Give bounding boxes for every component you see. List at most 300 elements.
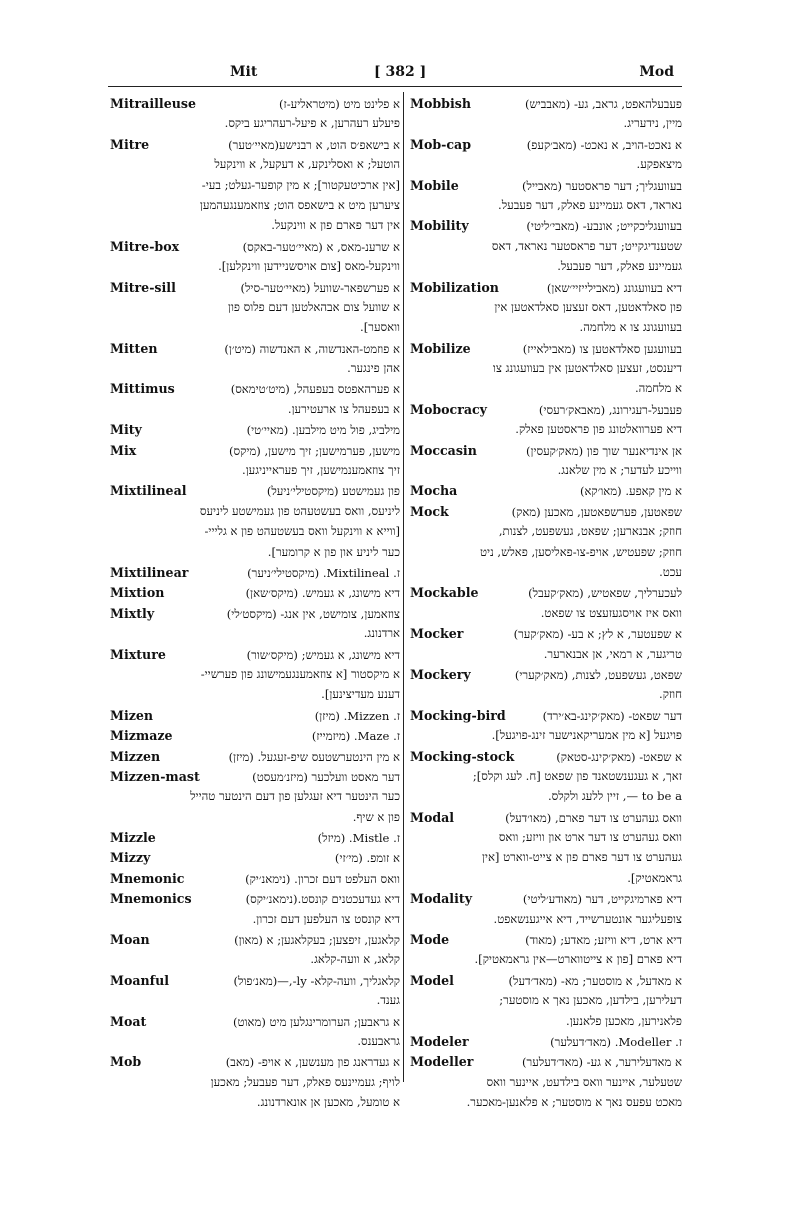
definition-text: שפאטען, פערשפאטען, מאכען (מאק) [511, 504, 682, 519]
entry-line [110, 769, 400, 789]
headword: Mittimus [110, 381, 175, 397]
headword: Mixtly [110, 605, 155, 621]
headword: Mocha [410, 483, 458, 499]
dictionary-entry [110, 137, 400, 239]
entry-line [410, 606, 682, 626]
entry-line [110, 973, 400, 993]
entry-line [410, 789, 682, 809]
headword: Modeler [410, 1033, 469, 1049]
definition-text: א מין קאפע. (מאו׳קא) [579, 484, 682, 499]
headword: Moat [110, 1013, 147, 1029]
headword: Mizzy [110, 850, 151, 866]
headword: Mobilize [410, 340, 471, 356]
definition-text: דער מאסט וועלכער (מיזנ׳מעסט) [252, 769, 400, 784]
entry-line [110, 504, 400, 524]
dictionary-entry [110, 280, 400, 341]
entry-line [110, 647, 400, 667]
header-left-guide-word: Mit [230, 64, 258, 80]
dictionary-entry [110, 769, 400, 830]
dictionary-entry [110, 239, 400, 280]
entry-line [410, 218, 682, 238]
definition-text: [אין ארכיטעקטור]; א מין קופער-געלט; בעי- [201, 177, 400, 192]
definition-text: קלאגליך, וועה-קלא- ly-,—(מאנ׳פול) [233, 973, 400, 988]
entry-line [110, 1014, 400, 1034]
definition-text: [ווייא א ווינקעל וואס בעשטעהט פון א גלייי- [204, 524, 400, 539]
definition-text: א מאדעל, א מוסטער; מא- (מאד׳דעל) [508, 973, 682, 988]
entry-line [410, 483, 682, 503]
entry-line [410, 973, 682, 993]
definition-text: דיא בעוועגונג (מאבילייזיי׳שאן) [546, 280, 682, 295]
entry-line [110, 891, 400, 911]
definition-text: בעוועגליך; דער פראסטער (מאבייל) [522, 178, 682, 193]
definition-text: לויף; געמיינעס פאלק, דער פעבעל; מאכען [210, 1074, 400, 1089]
definition-text: שפאט, געשפעט, לצנות, (מאק׳קערי) [514, 667, 682, 682]
dictionary-entry [410, 810, 682, 892]
headword: Mixtion [110, 585, 165, 601]
headword: Mitre [110, 136, 150, 152]
definition-text: א שוועל צום אבהאלטען דעם פלוס פון [227, 299, 400, 314]
definition-text: א מאדעלירער, א גע- (מאד׳דעלער) [522, 1055, 682, 1070]
definition-text: א טומעל, מאכען אן אונארדנונג. [256, 1095, 400, 1110]
entry-line [410, 850, 682, 870]
definition-text: שטענדיגקייט; דער פראסטער נאראד, דאס [491, 238, 682, 253]
dictionary-entry [410, 402, 682, 443]
definition-text: בעוועגליכקייט; אונבע- (מאבי׳ליטי) [526, 219, 682, 234]
headword: Mock [410, 503, 449, 519]
entry-line [110, 320, 400, 340]
dictionary-entry [410, 667, 682, 708]
definition-text: מיצאפקע. [636, 157, 682, 172]
dictionary-entry [110, 483, 400, 565]
dictionary-entry [110, 850, 400, 870]
definition-text: זיך צוזאמענמישען, זיך פעראייניגען. [242, 463, 400, 478]
header-rule [108, 86, 682, 87]
definition-text: פויגעל [א מין אמעריקאנישער זינג-פויגעל]. [491, 728, 682, 743]
definition-text: גראבענס. [357, 1033, 400, 1048]
headword: Mizen [110, 707, 154, 723]
entry-line [410, 708, 682, 728]
headword: Mode [410, 932, 450, 948]
entry-line [110, 708, 400, 728]
definition-text: מאכט עפעס נאך א מוסטער; א פלאנען-מאכער. [466, 1095, 682, 1110]
entry-line [410, 993, 682, 1013]
entry-line [110, 565, 400, 585]
entry-line [110, 300, 400, 320]
dictionary-entry [110, 830, 400, 850]
left-column [110, 96, 400, 1116]
entry-line [110, 728, 400, 748]
dictionary-entry [110, 647, 400, 708]
entry-line [110, 463, 400, 483]
entry-line [410, 585, 682, 605]
entry-line [110, 361, 400, 381]
entry-line [410, 137, 682, 157]
headword: Mobbish [410, 96, 471, 111]
entry-line [410, 1034, 682, 1054]
headword: Modeller [410, 1054, 474, 1070]
definition-text: דיא פארמיגקייט, דער (מאודע׳ליטי) [522, 892, 682, 907]
definition-text: חוזק; שפעטיש, אויפ-צו-פאליסען, פאלש, ניט [479, 544, 682, 559]
dictionary-entry [410, 626, 682, 667]
definition-text: ז. Mizzen. (מיזן) [314, 708, 400, 723]
definition-text: אין דער פארם פון א ווינקעל. [271, 218, 400, 233]
entry-line [110, 830, 400, 850]
entry-line [110, 545, 400, 565]
entry-line [410, 1054, 682, 1074]
entry-line [410, 463, 682, 483]
entry-line [110, 157, 400, 177]
definition-text: הוטעל; א ואסלינקע, א דעקעל, א ווינקעל [214, 157, 400, 172]
headword: Mockery [410, 666, 471, 682]
entry-line [110, 1034, 400, 1054]
entry-line [410, 524, 682, 544]
dictionary-entry [110, 565, 400, 585]
headword: Mixtilinear [110, 564, 189, 580]
definition-text: דיא ארט, דיא וויזע; מאדע; (מאוד) [525, 933, 682, 948]
entry-line [410, 239, 682, 259]
entry-line [410, 728, 682, 748]
definition-text: געהערט צו דער פארם פון א צייט-ווארט [אין [481, 850, 682, 865]
definition-text: דיא קונסט צו העלפען דעם זכרון. [252, 911, 400, 926]
headword: Mity [110, 422, 142, 438]
definition-text: גראמאטיק]. [627, 870, 682, 885]
entry-line [110, 871, 400, 891]
headword: Model [410, 972, 454, 988]
entry-line [110, 239, 400, 259]
entry-line [110, 1075, 400, 1095]
entry-line [110, 116, 400, 136]
entry-line [110, 810, 400, 830]
definition-text: א מין הינטערשטעס שיפ-זעגעל. (מיזן) [228, 749, 400, 764]
definition-text: בעוועגען סאלדאטען צו (מאבילאייז) [522, 341, 682, 356]
definition-text: עכט. [659, 564, 682, 579]
entry-line [410, 443, 682, 463]
entry-line [110, 606, 400, 626]
dictionary-entry [410, 1054, 682, 1115]
definition-text: ווינקעל-מאס [צום אויסשניידען ווינקלען]. [218, 259, 400, 274]
dictionary-entry [410, 341, 682, 402]
headword: Mitten [110, 340, 158, 356]
definition-text: מיין, נידעריג. [623, 116, 682, 131]
dictionary-entry [110, 749, 400, 769]
dictionary-entry [110, 96, 400, 137]
entry-line [410, 300, 682, 320]
definition-text: זאך, א געגענשטאנד פון שפאט [ח. לעג וקלס]; [472, 768, 682, 783]
entry-line [110, 1054, 400, 1074]
definition-text: א מיקסטור [א צוזאמענגעמישונג פון פערשיי- [200, 666, 400, 681]
entry-line [410, 952, 682, 972]
definition-text: פון סאלדאטען, דאס זעצען סאלדאטען אין [494, 299, 682, 314]
entry-line [110, 952, 400, 972]
headword: Moccasin [410, 442, 477, 458]
dictionary-entry [110, 871, 400, 891]
entry-line [410, 178, 682, 198]
definition-text: מילביג, פול מיט מילבען. (מאיי׳טי) [246, 423, 400, 438]
dictionary-entry [410, 218, 682, 279]
entry-line [410, 259, 682, 279]
entry-line [410, 871, 682, 891]
definition-text: ז. Mixtilineal. (מיקסטילי׳ניער) [247, 565, 400, 580]
dictionary-entry [110, 606, 400, 647]
definition-text: אן אינדיאנער שוך פון (מאק׳קעסין) [525, 443, 682, 458]
entry-line [110, 137, 400, 157]
entry-line [110, 483, 400, 503]
definition-text: א מלחמה. [634, 381, 682, 396]
entry-line [110, 422, 400, 442]
dictionary-entry [410, 504, 682, 586]
definition-text: וואס העלפט דעם זכרון. (נימאנ׳יק) [245, 871, 400, 886]
definition-text: ציערען מיט א בישאפס הוט; צוזאמענגעהמען [199, 197, 400, 212]
headword: Mocker [410, 626, 464, 642]
headword: Mobocracy [410, 401, 487, 417]
entry-line [410, 891, 682, 911]
entry-line [410, 749, 682, 769]
definition-text: פון א שיף. [352, 809, 400, 824]
entry-line [110, 178, 400, 198]
definition-text: פיעלע רעהרען, א פיעל-רעהריגע ביקס. [224, 116, 400, 131]
entry-line [110, 993, 400, 1013]
entry-line [410, 96, 682, 116]
entry-line [110, 198, 400, 218]
headword: Mizmaze [110, 728, 173, 744]
definition-text: וואסער]. [360, 320, 400, 335]
definition-text: ווייכע לעדער; א מין שלאנג. [557, 463, 682, 478]
definition-text: א בעפעהל צו ארעטירען. [287, 401, 400, 416]
headword: Moanful [110, 972, 170, 988]
entry-line [410, 402, 682, 422]
definition-text: דיענסט, זעצען סאלדאטען אין בעוועגונג צו [492, 361, 682, 376]
entry-line [410, 198, 682, 218]
entry-line [110, 96, 400, 116]
entry-line [410, 1075, 682, 1095]
entry-line [110, 667, 400, 687]
dictionary-entry [410, 443, 682, 484]
entry-line [410, 667, 682, 687]
dictionary-entry [110, 341, 400, 382]
page-number: [ 382 ] [374, 64, 427, 80]
page-header [108, 64, 678, 86]
entry-line [410, 381, 682, 401]
definition-text: א פערהאפטס בעפעהל, (מיט׳טימאס) [230, 382, 400, 397]
definition-text: חוזק. [659, 687, 682, 702]
dictionary-entry [110, 443, 400, 484]
definition-text: מישען, פערמישען; זיך מישען, (מיקס) [229, 443, 400, 458]
headword: Mizzle [110, 830, 156, 846]
definition-text: פון געמישטע (מיקסטילי׳ניעל) [266, 484, 400, 499]
headword: Mizzen-mast [110, 768, 200, 784]
entry-line [110, 402, 400, 422]
entry-line [110, 218, 400, 238]
definition-text: שטעלער, איינער וואס בילדעט, איינער וואס [486, 1074, 682, 1089]
headword: Modal [410, 809, 455, 825]
definition-text: א זומפ. (מי׳זי) [334, 851, 400, 866]
header-right-guide-word: Mod [639, 64, 674, 80]
dictionary-entry [110, 381, 400, 422]
definition-text: אהן פינגער. [347, 361, 400, 376]
headword: Mobile [410, 177, 459, 193]
headword: Mocking-stock [410, 748, 515, 764]
entry-line [110, 341, 400, 361]
definition-text: לעכערליך, שפאטיש, (מאק׳קעבל) [528, 586, 682, 601]
entry-line [410, 1014, 682, 1034]
entry-line [110, 280, 400, 300]
definition-text: דיא געדעכטנים קונסט.(נימאנ׳יקס) [245, 892, 400, 907]
definition-text: וואס איז אויסגעזעצט צו שפאט. [540, 605, 682, 620]
headword: Mnemonic [110, 870, 185, 886]
entry-line [410, 422, 682, 442]
dictionary-entry [410, 280, 682, 341]
headword: Mitrailleuse [110, 96, 196, 111]
dictionary-entry [110, 891, 400, 932]
headword: Mob-cap [410, 136, 472, 152]
headword: Mix [110, 442, 137, 458]
entry-line [410, 157, 682, 177]
definition-text: א גראבען; הערומרינגלען מיט (מאוט) [233, 1014, 400, 1029]
definition-text: טריגער, א רמאי, אן אבנארער. [543, 646, 682, 661]
definition-text: א נאכט-הויב, א נאכט- (מאב׳קעפ) [526, 137, 682, 152]
headword: Mob [110, 1054, 142, 1070]
entry-line [110, 932, 400, 952]
dictionary-entry [410, 585, 682, 626]
entry-line [410, 1095, 682, 1115]
entry-line [110, 524, 400, 544]
definition-text: דער שפאט- (מאק׳קינג-בא׳ירד) [542, 708, 682, 723]
definition-text: ליניעס, וואס בעשטעהט פון געמישטע ליניעס [199, 503, 400, 518]
definition-text: צופעליגער אונטערשייד, דיא אייגענשאפט. [493, 911, 682, 926]
headword: Moan [110, 932, 150, 948]
entry-line [410, 932, 682, 952]
definition-text: א בישאפ׳ס הוט, א רבנישע(מאיי׳טער) [228, 137, 400, 152]
dictionary-entry [410, 1034, 682, 1054]
headword: Mocking-bird [410, 707, 506, 723]
definition-text: דיא פערוואלטונג פון פראסטען פאלק. [515, 422, 682, 437]
definition-text: וואס געהערט צו דער פארם, (מאו׳דעל) [505, 810, 682, 825]
entry-line [410, 320, 682, 340]
headword: Mitre-box [110, 238, 180, 254]
definition-text: ז. Maze. (מיזמייז) [311, 729, 400, 744]
entry-line [110, 687, 400, 707]
headword: Modality [410, 891, 473, 907]
definition-text: געמיינע פאלק, דער פעבעל. [557, 259, 682, 274]
entry-line [410, 912, 682, 932]
entry-line [410, 647, 682, 667]
definition-text: וואס געהערט צו דער ארט און וויזע; וואס [498, 830, 682, 845]
entry-line [410, 830, 682, 850]
dictionary-entry [110, 932, 400, 973]
definition-text: חוזק; אבנארען; שפאט, געשפעט, לצנות, [498, 524, 682, 539]
entry-line [110, 912, 400, 932]
headword: Mobilization [410, 279, 499, 295]
definition-text: ז. Mistle. (מיזל) [317, 831, 400, 846]
dictionary-entry [410, 973, 682, 1034]
dictionary-entry [110, 728, 400, 748]
dictionary-entry [410, 137, 682, 178]
definition-text: א פלינט מיט (מיטראליע-ז) [278, 97, 400, 111]
dictionary-entry [410, 483, 682, 503]
dictionary-entry [410, 178, 682, 219]
definition-text: קלאג, א וועה-קלאג. [310, 952, 400, 967]
entry-line [410, 545, 682, 565]
dictionary-entry [410, 891, 682, 932]
dictionary-entry [410, 708, 682, 749]
entry-line [410, 626, 682, 646]
definition-text: דעלירען, בילדען, מאכען נאך א מוסטער; [499, 993, 682, 1008]
entry-line [410, 687, 682, 707]
entry-line [410, 116, 682, 136]
definition-text: קלאגען, זיפצען; בעקלאגען; א (מאון) [234, 933, 400, 948]
definition-text: דיא מישונג, א געמיש. (מיקס׳שאן) [245, 586, 400, 601]
entry-line [410, 341, 682, 361]
dictionary-entry [110, 422, 400, 442]
entry-line [410, 769, 682, 789]
entry-line [110, 626, 400, 646]
definition-text: דיא מישונג, א געמיש; (מיקס׳שור) [246, 647, 400, 662]
entry-line [110, 381, 400, 401]
definition-text: ארדנונג. [363, 626, 400, 641]
entry-line [110, 1095, 400, 1115]
definition-text: גענד. [376, 993, 400, 1008]
entry-line [110, 443, 400, 463]
entry-line [110, 259, 400, 279]
definition-text: דיא פארם [פון א צייטווארט—אין גראמאטיק]. [474, 952, 682, 967]
definition-text: פעבעל-רעגירונג, (מאבאק׳רעסי) [538, 402, 682, 417]
dictionary-entry [410, 749, 682, 810]
definition-text: ז. Modeller. (מאד׳דעלער) [550, 1034, 682, 1049]
entry-line [110, 585, 400, 605]
entry-line [410, 361, 682, 381]
dictionary-entry [410, 932, 682, 973]
column-divider [403, 92, 404, 1082]
entry-line [410, 504, 682, 524]
definition-text: א שרענ-מאס, א (מאיי׳טער-באקס) [242, 239, 400, 254]
entry-line [410, 565, 682, 585]
dictionary-entry [110, 1014, 400, 1055]
entry-line [110, 789, 400, 809]
entry-line [410, 810, 682, 830]
entry-line [110, 749, 400, 769]
definition-text: בעוועגונג צו א מלחמה. [579, 320, 682, 335]
definition-text: א פערשפאר-שוועל (מאיי׳טער-סיל) [240, 280, 400, 295]
definition-text: כער הינטער דיא זעגלען פון דעם הינטער טהייל [190, 789, 400, 804]
entry-line [410, 280, 682, 300]
definition-text: דענע מעדיצינען]. [321, 687, 400, 702]
dictionary-entry [110, 708, 400, 728]
definition-text: א שפאט- (מאק׳קינג-סטאק) [556, 749, 682, 764]
headword: Mnemonics [110, 891, 192, 907]
dictionary-entry [110, 973, 400, 1014]
headword: Mixtilineal [110, 483, 187, 499]
dictionary-entry [110, 1054, 400, 1115]
definition-text: צוזאמען, צומישט, אין אנג- (מיקסט׳לי) [226, 606, 400, 621]
definition-text: נאראד, דאס געמיינע פאלק, דער פעבעל. [498, 197, 682, 212]
definition-text: to be a —, זיין ללעג ולקלס. [547, 789, 682, 804]
headword: Mitre-sill [110, 279, 176, 295]
entry-line [110, 850, 400, 870]
dictionary-entry [110, 585, 400, 605]
headword: Mockable [410, 585, 479, 601]
headword: Mixture [110, 646, 166, 662]
definition-text: כער ליניע און פון א קרומער]. [267, 544, 400, 559]
definition-text: א געדראנג פון מענשען, א אויפ- (מאב) [225, 1055, 400, 1070]
definition-text: פעבעלהאפט, גראב, גע- (מאבביש) [524, 97, 682, 111]
definition-text: פלאנירען, מאכען פלאנען. [566, 1013, 682, 1028]
definition-text: א שפעטער, א לץ; א בע- (מאק׳קער) [513, 627, 682, 642]
definition-text: א פוזמט-האנדשוה, א האנדשוה (מיט׳ן) [224, 341, 400, 356]
dictionary-entry [410, 96, 682, 137]
headword: Mobility [410, 218, 469, 234]
headword: Mizzen [110, 748, 161, 764]
right-column [410, 96, 682, 1116]
